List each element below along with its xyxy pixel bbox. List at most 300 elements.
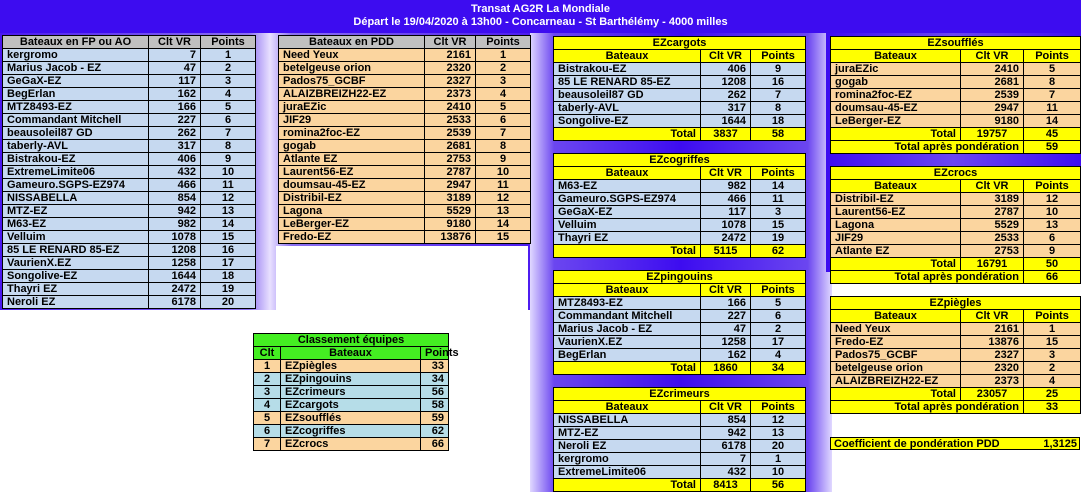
clt-vr-cell[interactable]: 9180	[961, 115, 1024, 128]
boat-name[interactable]: Fredo-EZ	[279, 231, 425, 244]
boat-name[interactable]: beausoleil87 GD	[554, 89, 701, 102]
clt-vr-cell[interactable]: 117	[701, 206, 751, 219]
boat-name[interactable]: juraEZic	[831, 63, 961, 76]
points-cell[interactable]: 4	[1024, 375, 1081, 388]
header-clt-vr: Clt VR	[149, 36, 201, 49]
clt-vr-cell[interactable]: 227	[701, 310, 751, 323]
team-table-0	[553, 36, 806, 141]
header-points: Points	[201, 36, 256, 49]
points-cell[interactable]: 14	[1024, 115, 1081, 128]
boat-name[interactable]: betelgeuse orion	[831, 362, 961, 375]
points-cell[interactable]: 11	[201, 179, 256, 192]
table-row	[554, 206, 806, 219]
rank-cell: 7	[254, 438, 281, 451]
points-cell[interactable]: 2	[201, 62, 256, 75]
rank-cell: 5	[254, 412, 281, 425]
points-cell[interactable]: 16	[751, 76, 806, 89]
points-cell[interactable]: 12	[476, 192, 531, 205]
boat-name[interactable]: JIF29	[279, 114, 425, 127]
total-clt-vr: 23057	[961, 388, 1024, 401]
clt-vr-cell[interactable]: 2533	[961, 232, 1024, 245]
clt-vr-cell[interactable]: 2327	[961, 349, 1024, 362]
table-row	[554, 297, 806, 310]
points-cell[interactable]: 5	[201, 101, 256, 114]
boat-name[interactable]: Laurent56-EZ	[279, 166, 425, 179]
boat-name[interactable]: Songolive-EZ	[3, 270, 149, 283]
boat-name[interactable]: betelgeuse orion	[279, 62, 425, 75]
table-row	[279, 62, 531, 75]
boat-name[interactable]: Neroli EZ	[554, 440, 701, 453]
team-name[interactable]: EZcogriffes	[281, 425, 421, 438]
table-row	[554, 193, 806, 206]
total-row	[554, 128, 806, 141]
points-cell[interactable]: 6	[751, 310, 806, 323]
clt-vr-cell[interactable]: 406	[149, 153, 201, 166]
total-row	[831, 128, 1081, 141]
team-name: EZcrimeurs	[554, 388, 806, 401]
boat-name[interactable]: NISSABELLA	[554, 414, 701, 427]
boat-name[interactable]: Velluim	[3, 231, 149, 244]
points-cell[interactable]: 13	[751, 427, 806, 440]
clt-vr-cell[interactable]: 317	[701, 102, 751, 115]
total-label: Total	[554, 128, 701, 141]
boat-name[interactable]: Neroli EZ	[3, 296, 149, 309]
team-ranking-table	[253, 333, 459, 451]
points-cell[interactable]: 10	[476, 166, 531, 179]
boat-name[interactable]: LeBerger-EZ	[831, 115, 961, 128]
points-cell[interactable]: 7	[751, 89, 806, 102]
clt-vr-cell[interactable]: 2161	[425, 49, 476, 62]
team-name: EZcogriffes	[554, 154, 806, 167]
table-row	[831, 336, 1081, 349]
boat-name[interactable]: Velluim	[554, 219, 701, 232]
header-bateaux: Bateaux	[554, 50, 701, 63]
points-cell[interactable]: 11	[476, 179, 531, 192]
table-row	[831, 63, 1081, 76]
clt-vr-cell[interactable]: 2947	[425, 179, 476, 192]
boat-name[interactable]: Distribil-EZ	[831, 193, 961, 206]
clt-vr-cell[interactable]: 432	[149, 166, 201, 179]
boat-name[interactable]: Gameuro.SGPS-EZ974	[3, 179, 149, 192]
clt-vr-cell[interactable]: 13876	[425, 231, 476, 244]
boat-name[interactable]: ExtremeLimite06	[554, 466, 701, 479]
boat-name[interactable]: 85 LE RENARD 85-EZ	[3, 244, 149, 257]
boat-name[interactable]: GeGaX-EZ	[3, 75, 149, 88]
boat-name[interactable]: Thayri EZ	[554, 232, 701, 245]
coefficient-value[interactable]: 1,3125	[1043, 438, 1077, 450]
clt-vr-cell[interactable]: 5529	[425, 205, 476, 218]
boat-name[interactable]: Need Yeux	[831, 323, 961, 336]
points-cell[interactable]: 19	[751, 232, 806, 245]
header-bateaux: Bateaux	[831, 50, 961, 63]
boat-name[interactable]: Lagona	[831, 219, 961, 232]
total-points: 34	[751, 362, 806, 375]
clt-vr-cell[interactable]: 47	[149, 62, 201, 75]
points-cell[interactable]: 3	[1024, 349, 1081, 362]
points-cell[interactable]: 15	[1024, 336, 1081, 349]
table-row	[3, 127, 256, 140]
clt-vr-cell[interactable]: 466	[149, 179, 201, 192]
clt-vr-cell[interactable]: 3189	[425, 192, 476, 205]
ranking-row	[254, 425, 449, 438]
total-points: 58	[751, 128, 806, 141]
boat-name[interactable]: romina2foc-EZ	[279, 127, 425, 140]
table-row	[831, 232, 1081, 245]
header-points: Points	[476, 36, 531, 49]
clt-vr-cell[interactable]: 2320	[425, 62, 476, 75]
total-row	[554, 479, 806, 492]
boat-name[interactable]: Gameuro.SGPS-EZ974	[554, 193, 701, 206]
boat-name[interactable]: VaurienX.EZ	[3, 257, 149, 270]
boat-name[interactable]: Atlante EZ	[279, 153, 425, 166]
boat-name[interactable]: kergromo	[554, 453, 701, 466]
boat-name[interactable]: kergromo	[3, 49, 149, 62]
clt-vr-cell[interactable]: 6178	[149, 296, 201, 309]
table-row	[554, 180, 806, 193]
table-row	[3, 88, 256, 101]
points-cell[interactable]: 6	[476, 114, 531, 127]
clt-vr-cell[interactable]: 162	[149, 88, 201, 101]
clt-vr-cell[interactable]: 9180	[425, 218, 476, 231]
total-clt-vr: 3837	[701, 128, 751, 141]
points-cell[interactable]: 20	[201, 296, 256, 309]
ranking-row	[254, 399, 449, 412]
team-title-row	[831, 37, 1081, 50]
points-cell: 62	[421, 425, 449, 438]
points-cell[interactable]: 8	[751, 102, 806, 115]
clt-vr-cell[interactable]: 1258	[701, 336, 751, 349]
boat-name[interactable]: Fredo-EZ	[831, 336, 961, 349]
total-row	[554, 245, 806, 258]
points-cell[interactable]: 5	[1024, 63, 1081, 76]
table-row	[554, 219, 806, 232]
boat-name[interactable]: doumsau-45-EZ	[279, 179, 425, 192]
points-cell[interactable]: 11	[1024, 102, 1081, 115]
points-cell[interactable]: 7	[1024, 89, 1081, 102]
boat-name[interactable]: Pados75_GCBF	[279, 75, 425, 88]
points-cell[interactable]: 15	[201, 231, 256, 244]
boat-name[interactable]: 85 LE RENARD 85-EZ	[554, 76, 701, 89]
table-row	[831, 323, 1081, 336]
points-cell[interactable]: 7	[476, 127, 531, 140]
points-cell[interactable]: 14	[476, 218, 531, 231]
points-cell[interactable]: 2	[1024, 362, 1081, 375]
table-row	[554, 63, 806, 76]
boat-name[interactable]: Thayri EZ	[3, 283, 149, 296]
points-cell[interactable]: 15	[751, 219, 806, 232]
points-cell: 56	[421, 386, 449, 399]
clt-vr-cell[interactable]: 13876	[961, 336, 1024, 349]
total-points: 25	[1024, 388, 1081, 401]
table-row	[554, 76, 806, 89]
points-cell[interactable]: 14	[751, 180, 806, 193]
table-row	[554, 453, 806, 466]
clt-vr-cell[interactable]: 227	[149, 114, 201, 127]
table-row	[3, 49, 256, 62]
header-clt-vr: Clt VR	[961, 310, 1024, 323]
points-cell[interactable]: 17	[751, 336, 806, 349]
table-row	[279, 205, 531, 218]
clt-vr-cell[interactable]: 2787	[425, 166, 476, 179]
clt-vr-cell[interactable]: 2327	[425, 75, 476, 88]
team-name[interactable]: EZpingouins	[281, 373, 421, 386]
team-name[interactable]: EZcargots	[281, 399, 421, 412]
boat-name[interactable]: M63-EZ	[554, 180, 701, 193]
clt-vr-cell[interactable]: 942	[149, 205, 201, 218]
points-cell[interactable]: 20	[751, 440, 806, 453]
total-label: Total	[554, 362, 701, 375]
clt-vr-cell[interactable]: 6178	[701, 440, 751, 453]
clt-vr-cell[interactable]: 432	[701, 466, 751, 479]
clt-vr-cell[interactable]: 2373	[961, 375, 1024, 388]
clt-vr-cell[interactable]: 262	[701, 89, 751, 102]
points-cell[interactable]: 18	[201, 270, 256, 283]
points-cell[interactable]: 3	[476, 75, 531, 88]
clt-vr-cell[interactable]: 2787	[961, 206, 1024, 219]
boat-name[interactable]: ALAIZBREIZH22-EZ	[279, 88, 425, 101]
points-cell[interactable]: 10	[201, 166, 256, 179]
boat-name[interactable]: Need Yeux	[279, 49, 425, 62]
points-cell[interactable]: 13	[1024, 219, 1081, 232]
clt-vr-cell[interactable]: 5529	[961, 219, 1024, 232]
boat-name[interactable]: Bistrakou-EZ	[554, 63, 701, 76]
boat-name[interactable]: BegErlan	[3, 88, 149, 101]
clt-vr-cell[interactable]: 1208	[701, 76, 751, 89]
boat-name[interactable]: Laurent56-EZ	[831, 206, 961, 219]
boat-name[interactable]: NISSABELLA	[3, 192, 149, 205]
clt-vr-cell[interactable]: 2161	[961, 323, 1024, 336]
table-row	[3, 231, 256, 244]
boat-name[interactable]: Marius Jacob - EZ	[3, 62, 149, 75]
boat-name[interactable]: MTZ8493-EZ	[3, 101, 149, 114]
points-cell[interactable]: 9	[751, 63, 806, 76]
clt-vr-cell[interactable]: 1258	[149, 257, 201, 270]
boat-name[interactable]: JIF29	[831, 232, 961, 245]
boat-name[interactable]: taberly-AVL	[554, 102, 701, 115]
boat-name[interactable]: Songolive-EZ	[554, 115, 701, 128]
clt-vr-cell[interactable]: 2753	[425, 153, 476, 166]
points-cell[interactable]: 16	[201, 244, 256, 257]
team-name[interactable]: EZsoufflés	[281, 412, 421, 425]
coefficient-row	[830, 437, 1080, 450]
team-name[interactable]: EZcrocs	[281, 438, 421, 451]
clt-vr-cell[interactable]: 1644	[149, 270, 201, 283]
clt-vr-cell[interactable]: 1078	[149, 231, 201, 244]
total-row	[831, 258, 1081, 271]
clt-vr-cell[interactable]: 2472	[701, 232, 751, 245]
points-cell[interactable]: 19	[201, 283, 256, 296]
boat-name[interactable]: Commandant Mitchell	[554, 310, 701, 323]
clt-vr-cell[interactable]: 854	[149, 192, 201, 205]
points-cell[interactable]: 1	[1024, 323, 1081, 336]
total-label: Total	[554, 245, 701, 258]
boat-name[interactable]: MTZ-EZ	[3, 205, 149, 218]
points-cell[interactable]: 8	[476, 140, 531, 153]
table-row	[279, 166, 531, 179]
clt-vr-cell[interactable]: 2681	[425, 140, 476, 153]
clt-vr-cell[interactable]: 1644	[701, 115, 751, 128]
table-row	[831, 89, 1081, 102]
clt-vr-cell[interactable]: 982	[701, 180, 751, 193]
points-cell[interactable]: 10	[1024, 206, 1081, 219]
header-points: Points	[751, 284, 806, 297]
clt-vr-cell[interactable]: 2539	[961, 89, 1024, 102]
clt-vr-cell[interactable]: 2472	[149, 283, 201, 296]
table-row	[554, 232, 806, 245]
clt-vr-cell[interactable]: 317	[149, 140, 201, 153]
boat-name[interactable]: ALAIZBREIZH22-EZ	[831, 375, 961, 388]
points-cell[interactable]: 14	[201, 218, 256, 231]
clt-vr-cell[interactable]: 262	[149, 127, 201, 140]
team-name[interactable]: EZcrimeurs	[281, 386, 421, 399]
points-cell[interactable]: 12	[1024, 193, 1081, 206]
points-cell[interactable]: 1	[751, 453, 806, 466]
ranking-title-row	[254, 334, 449, 347]
boat-name[interactable]: juraEZic	[279, 101, 425, 114]
clt-vr-cell[interactable]: 406	[701, 63, 751, 76]
points-cell[interactable]: 18	[751, 115, 806, 128]
total-clt-vr: 8413	[701, 479, 751, 492]
table-row	[831, 115, 1081, 128]
points-cell[interactable]: 4	[201, 88, 256, 101]
clt-vr-cell[interactable]: 47	[701, 323, 751, 336]
team-name[interactable]: EZpiègles	[281, 360, 421, 373]
total-label: Total	[831, 128, 961, 141]
total-row	[554, 362, 806, 375]
team-name: EZcrocs	[831, 167, 1081, 180]
boat-name[interactable]: gogab	[279, 140, 425, 153]
clt-vr-cell[interactable]: 2320	[961, 362, 1024, 375]
points-cell[interactable]: 13	[201, 205, 256, 218]
points-cell[interactable]: 8	[1024, 76, 1081, 89]
clt-vr-cell[interactable]: 162	[701, 349, 751, 362]
boat-name[interactable]: GeGaX-EZ	[554, 206, 701, 219]
clt-vr-cell[interactable]: 2410	[425, 101, 476, 114]
points-cell[interactable]: 6	[1024, 232, 1081, 245]
team-title-row	[554, 37, 806, 50]
boat-name[interactable]: gogab	[831, 76, 961, 89]
points-cell[interactable]: 5	[751, 297, 806, 310]
boat-name[interactable]: romina2foc-EZ	[831, 89, 961, 102]
boat-name[interactable]: M63-EZ	[3, 218, 149, 231]
boat-name[interactable]: doumsau-45-EZ	[831, 102, 961, 115]
table-row	[3, 192, 256, 205]
points-cell[interactable]: 9	[476, 153, 531, 166]
points-cell[interactable]: 3	[751, 206, 806, 219]
total-points: 56	[751, 479, 806, 492]
clt-vr-cell[interactable]: 2753	[961, 245, 1024, 258]
clt-vr-cell[interactable]: 982	[149, 218, 201, 231]
points-cell[interactable]: 13	[476, 205, 531, 218]
table-row	[279, 101, 531, 114]
header-bateaux: Bateaux	[554, 284, 701, 297]
boat-name[interactable]: LeBerger-EZ	[279, 218, 425, 231]
clt-vr-cell[interactable]: 166	[149, 101, 201, 114]
team-name: EZcargots	[554, 37, 806, 50]
clt-vr-cell[interactable]: 7	[701, 453, 751, 466]
table-row	[3, 153, 256, 166]
clt-vr-cell[interactable]: 1208	[149, 244, 201, 257]
points-cell[interactable]: 1	[476, 49, 531, 62]
points-cell[interactable]: 15	[476, 231, 531, 244]
boat-name[interactable]: beausoleil87 GD	[3, 127, 149, 140]
points-cell[interactable]: 1	[201, 49, 256, 62]
boat-name[interactable]: MTZ8493-EZ	[554, 297, 701, 310]
team-table-5	[830, 166, 1081, 284]
header-clt: Clt	[254, 347, 281, 360]
points-cell[interactable]: 10	[751, 466, 806, 479]
boat-name[interactable]: VaurienX.EZ	[554, 336, 701, 349]
boat-name[interactable]: MTZ-EZ	[554, 427, 701, 440]
points-cell[interactable]: 9	[1024, 245, 1081, 258]
points-cell[interactable]: 17	[201, 257, 256, 270]
clt-vr-cell[interactable]: 2533	[425, 114, 476, 127]
boat-name[interactable]: Lagona	[279, 205, 425, 218]
table-row	[279, 88, 531, 101]
points-cell[interactable]: 8	[201, 140, 256, 153]
boat-name[interactable]: BegErlan	[554, 349, 701, 362]
boat-name[interactable]: Pados75_GCBF	[831, 349, 961, 362]
boat-name[interactable]: Marius Jacob - EZ	[554, 323, 701, 336]
boat-name[interactable]: Distribil-EZ	[279, 192, 425, 205]
header-bateaux: Bateaux	[831, 180, 961, 193]
points-cell[interactable]: 4	[751, 349, 806, 362]
table-row	[554, 440, 806, 453]
table-row	[554, 414, 806, 427]
boat-name[interactable]: ExtremeLimite06	[3, 166, 149, 179]
rank-cell: 6	[254, 425, 281, 438]
header-points: Points	[1024, 180, 1081, 193]
boat-name[interactable]: Atlante EZ	[831, 245, 961, 258]
points-cell[interactable]: 4	[476, 88, 531, 101]
points-cell[interactable]: 7	[201, 127, 256, 140]
points-cell[interactable]: 9	[201, 153, 256, 166]
points-cell[interactable]: 11	[751, 193, 806, 206]
clt-vr-cell[interactable]: 117	[149, 75, 201, 88]
clt-vr-cell[interactable]: 7	[149, 49, 201, 62]
points-cell[interactable]: 12	[201, 192, 256, 205]
clt-vr-cell[interactable]: 466	[701, 193, 751, 206]
points-cell[interactable]: 6	[201, 114, 256, 127]
clt-vr-cell[interactable]: 2947	[961, 102, 1024, 115]
points-cell[interactable]: 2	[476, 62, 531, 75]
table-row	[554, 336, 806, 349]
table-row	[3, 101, 256, 114]
column-header-row	[554, 284, 806, 297]
table-row	[279, 231, 531, 244]
clt-vr-cell[interactable]: 3189	[961, 193, 1024, 206]
points-cell[interactable]: 12	[751, 414, 806, 427]
table-row	[3, 140, 256, 153]
clt-vr-cell[interactable]: 942	[701, 427, 751, 440]
clt-vr-cell[interactable]: 2539	[425, 127, 476, 140]
clt-vr-cell[interactable]: 2410	[961, 63, 1024, 76]
points-cell[interactable]: 2	[751, 323, 806, 336]
header-bateaux: Bateaux en FP ou AO	[3, 36, 149, 49]
clt-vr-cell[interactable]: 854	[701, 414, 751, 427]
boat-name[interactable]: taberly-AVL	[3, 140, 149, 153]
table-row	[3, 257, 256, 270]
clt-vr-cell[interactable]: 166	[701, 297, 751, 310]
table-row	[279, 114, 531, 127]
clt-vr-cell[interactable]: 2681	[961, 76, 1024, 89]
points-cell[interactable]: 3	[201, 75, 256, 88]
points-cell[interactable]: 5	[476, 101, 531, 114]
boat-name[interactable]: Commandant Mitchell	[3, 114, 149, 127]
boat-name[interactable]: Bistrakou-EZ	[3, 153, 149, 166]
clt-vr-cell[interactable]: 2373	[425, 88, 476, 101]
clt-vr-cell[interactable]: 1078	[701, 219, 751, 232]
